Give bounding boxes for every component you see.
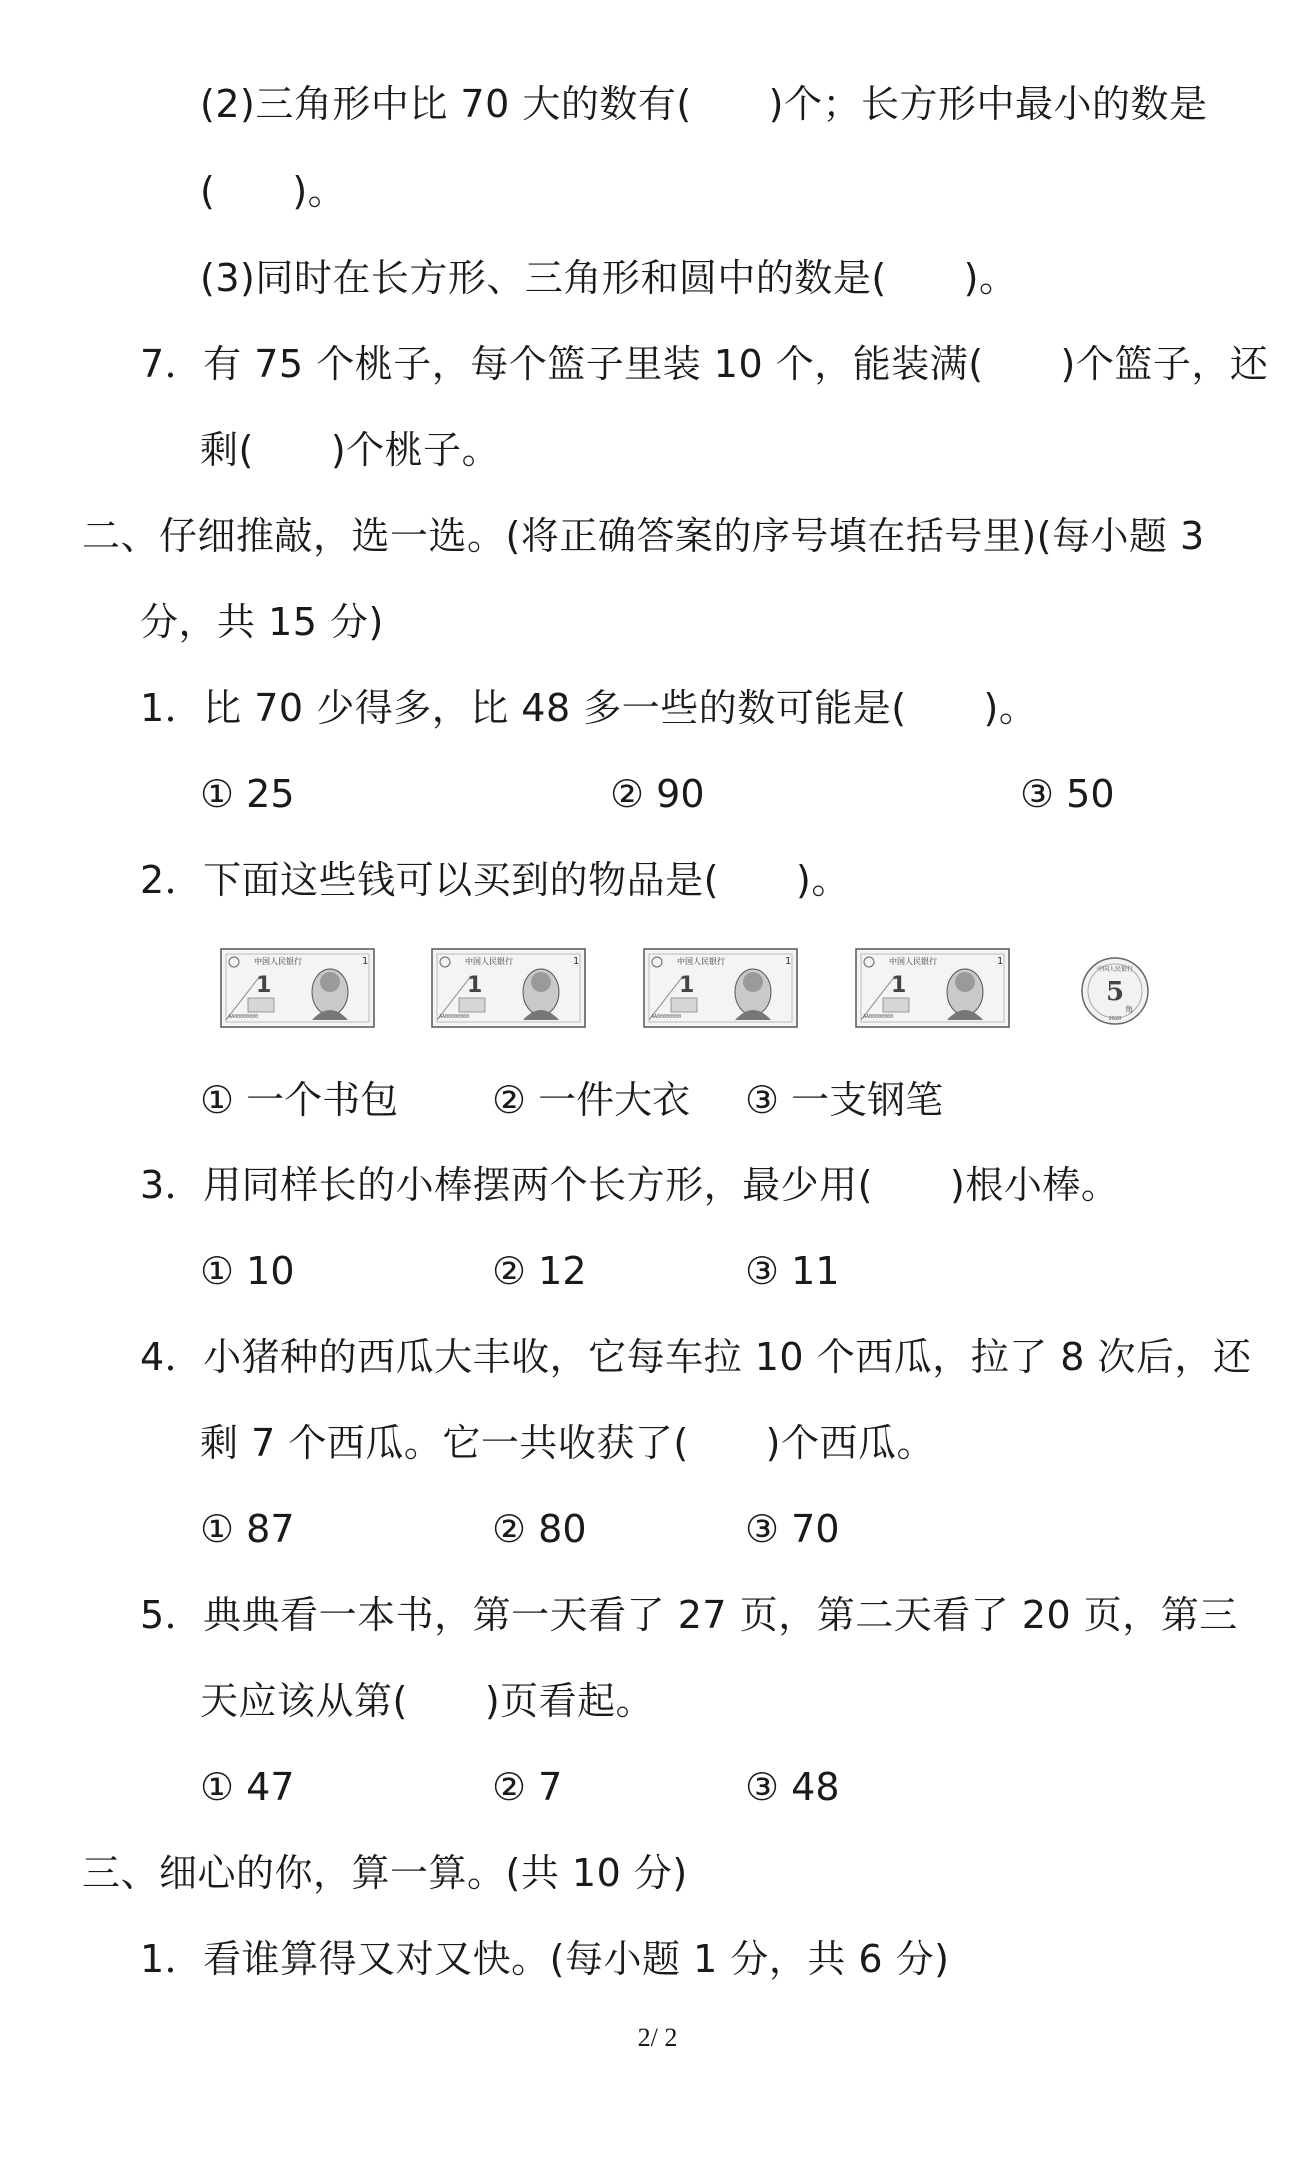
bill-corner-value: 1 (362, 956, 369, 967)
option: ③ 50 (1020, 772, 1115, 816)
option: ③ 11 (745, 1249, 840, 1293)
coin-year: 2020 (1108, 1016, 1122, 1022)
question-4: 4．小猪种的西瓜大丰收，它每车拉 10 个西瓜，拉了 8 次后，还 (140, 1335, 1252, 1379)
bill-corner-value: 1 (573, 956, 580, 967)
calc-question-1: 1．看谁算得又对又快。(每小题 1 分，共 6 分) (140, 1937, 950, 1981)
bill-value: 1 (256, 973, 272, 998)
bill-serial: AA00000000 (439, 1014, 470, 1020)
option: ③ 48 (745, 1765, 840, 1809)
line-q6-2a: (2)三角形中比 70 大的数有( )个；长方形中最小的数是 (200, 82, 1208, 126)
section-2-heading-cont: 分，共 15 分) (140, 600, 384, 644)
option: ① 87 (200, 1507, 295, 1551)
bill-header: 中国人民银行 (254, 957, 302, 966)
one-yuan-bill-4 (855, 948, 1010, 1028)
section-2-heading: 二、仔细推敲，选一选。(将正确答案的序号填在括号里)(每小题 3 (82, 514, 1205, 558)
option: ② 90 (610, 772, 705, 816)
coin-value: 5 (1105, 977, 1125, 1007)
bill-value: 1 (891, 973, 907, 998)
bill-value: 1 (467, 973, 483, 998)
option: ② 12 (492, 1249, 587, 1293)
one-yuan-bill-2 (431, 948, 586, 1028)
option: ① 25 (200, 772, 295, 816)
line-q7a: 7．有 75 个桃子，每个篮子里装 10 个，能装满( )个篮子，还 (140, 342, 1269, 386)
question-2: 2．下面这些钱可以买到的物品是( )。 (140, 858, 850, 902)
option: ② 7 (492, 1765, 563, 1809)
bill-serial: AA00000000 (651, 1014, 682, 1020)
option: ③ 70 (745, 1507, 840, 1551)
coin-header: 中国人民银行 (1096, 966, 1134, 973)
coin-unit: 角 (1125, 1005, 1133, 1014)
question-5-cont: 天应该从第( )页看起。 (200, 1679, 655, 1723)
bill-serial: AA00000000 (863, 1014, 894, 1020)
question-1: 1．比 70 少得多，比 48 多一些的数可能是( )。 (140, 686, 1038, 730)
bill-value: 1 (679, 973, 695, 998)
one-yuan-bill-1 (220, 948, 375, 1028)
option: ① 一个书包 (200, 1078, 399, 1122)
page-number: 2/ 2 (637, 2023, 678, 2052)
bill-corner-value: 1 (785, 956, 792, 967)
bill-header: 中国人民银行 (465, 957, 513, 966)
one-yuan-bill-3 (643, 948, 798, 1028)
option: ② 80 (492, 1507, 587, 1551)
bill-header: 中国人民银行 (677, 957, 725, 966)
question-4-cont: 剩 7 个西瓜。它一共收获了( )个西瓜。 (200, 1421, 935, 1465)
option: ③ 一支钢笔 (745, 1078, 944, 1122)
option: ① 47 (200, 1765, 295, 1809)
option: ① 10 (200, 1249, 295, 1293)
option: ② 一件大衣 (492, 1078, 691, 1122)
question-5: 5．典典看一本书，第一天看了 27 页，第二天看了 20 页，第三 (140, 1593, 1238, 1637)
section-3-heading: 三、细心的你，算一算。(共 10 分) (82, 1851, 688, 1895)
bill-header: 中国人民银行 (889, 957, 937, 966)
bill-serial: AA00000000 (228, 1014, 259, 1020)
line-q6-2b: ( )。 (200, 169, 347, 213)
five-jiao-coin (1080, 956, 1150, 1026)
line-q6-3: (3)同时在长方形、三角形和圆中的数是( )。 (200, 256, 1018, 300)
line-q7b: 剩( )个桃子。 (200, 428, 501, 472)
bill-corner-value: 1 (997, 956, 1004, 967)
question-3: 3．用同样长的小棒摆两个长方形，最少用( )根小棒。 (140, 1163, 1120, 1207)
